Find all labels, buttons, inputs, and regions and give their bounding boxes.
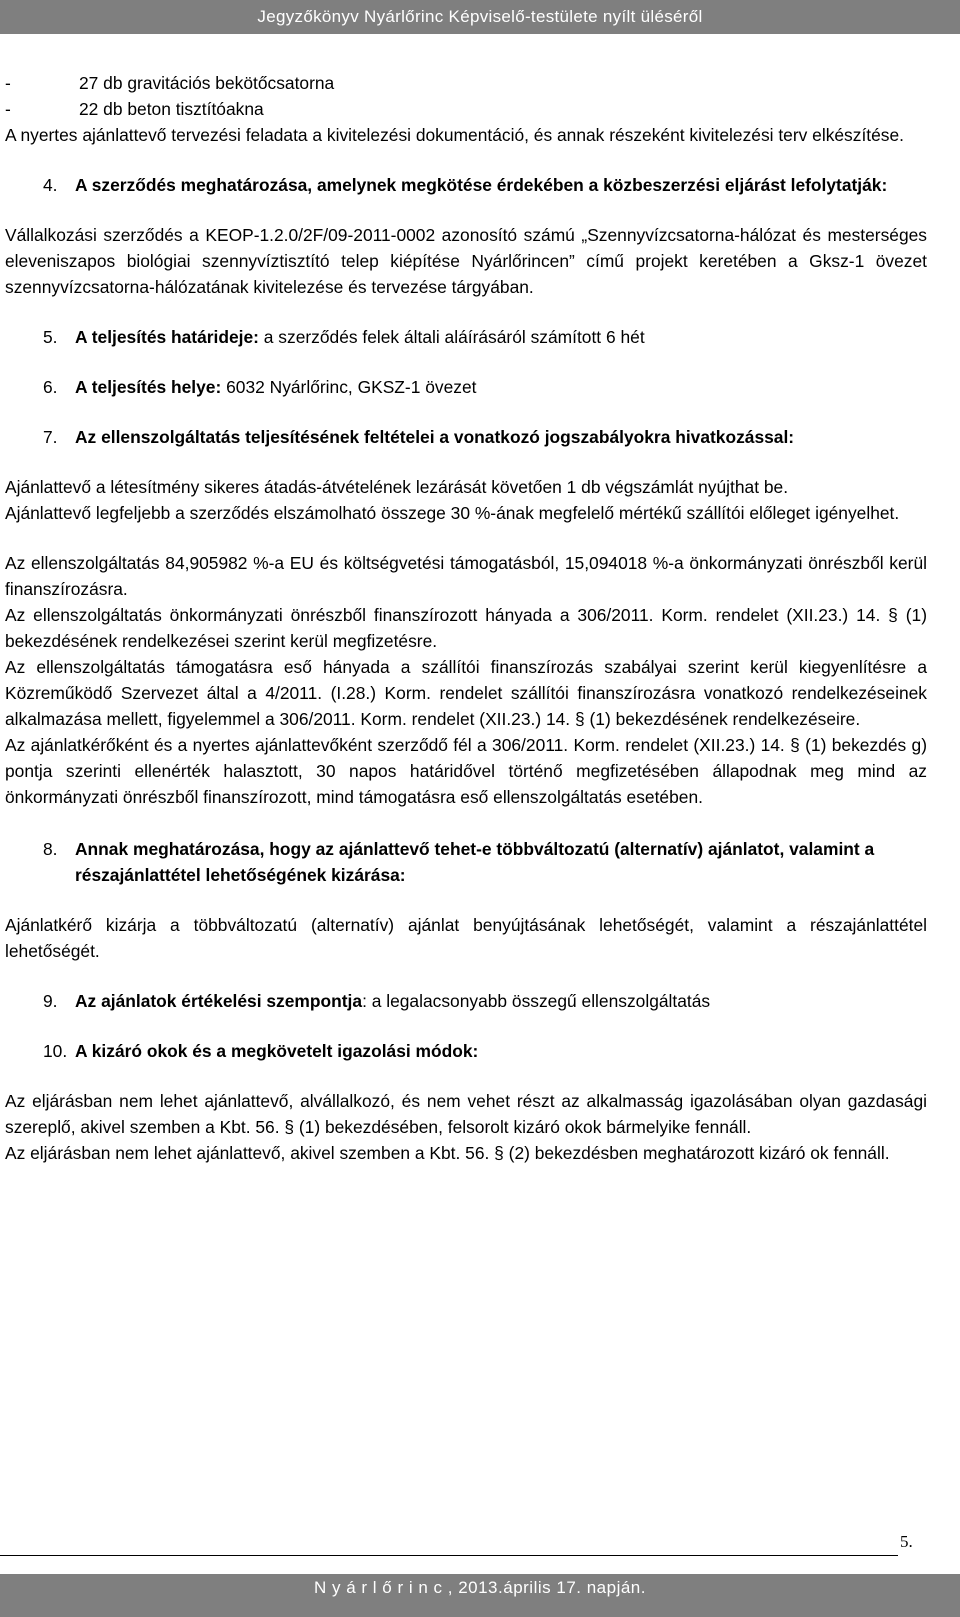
header-title: Jegyzőkönyv Nyárlőrinc Képviselő-testülete nyílt üléséről [257,7,703,26]
paragraph: Vállalkozási szerződés a KEOP-1.2.0/2F/09-2011-0002 azonosító számú „Szennyvízcsatorna-hálózat és mesterséges eleveniszapos biológiai szennyvíztisztító telep kiépítése Nyárlőrincen” című projekt keretében a Gksz-1 övezet szennyvízcsatorna-hálózatának kivitelezése és tervezése tárgyában. [5,225,927,297]
list-item [5,96,927,122]
list-item-text: 22 db beton tisztítóakna [79,99,264,119]
document-footer [0,1574,960,1617]
section-5 [5,324,927,350]
section-number: 4. [43,175,58,195]
list-item-text: 27 db gravitációs bekötőcsatorna [79,73,335,93]
section-6 [5,374,927,400]
paragraph: Az ellenszolgáltatás 84,905982 %-a EU és költségvetési támogatásból, 15,094018 %-a önkormányzati önrészből kerül finanszírozásra. [5,553,927,599]
dash-marker: - [5,99,11,119]
section-text: a szerződés felek általi aláírásáról számított 6 hét [258,327,645,347]
section-text: : a legalacsonyabb összegű ellenszolgáltatás [362,991,711,1011]
paragraph: Az eljárásban nem lehet ajánlattevő, alvállalkozó, és nem vehet részt az alkalmasság igazolásában olyan gazdasági szereplő, akivel szemben a Kbt. 56. § (1) bekezdésében, felsorolt kizáró okok bármelyike fennáll. [5,1091,927,1137]
paragraph: Az ellenszolgáltatás önkormányzati önrészből finanszírozott hányada a 306/2011. Korm. rendelet (XII.23.) 14. § (1) bekezdésének rendelkezései szerint kerül megfizetésre. [5,605,927,651]
section-title: Az ellenszolgáltatás teljesítésének feltételei a vonatkozó jogszabályokra hivatkozással: [75,427,795,447]
document-header [0,0,960,34]
section-7 [5,424,927,450]
section-number: 6. [43,377,58,397]
section-10 [5,1038,927,1064]
list-item [5,70,927,96]
section-title: Az ajánlatok értékelési szempontja [75,991,363,1011]
section-9 [5,988,927,1014]
footer-text: N y á r l ő r i n c , 2013.április 17. napján. [314,1578,646,1597]
section-number: 7. [43,427,58,447]
section-text: 6032 Nyárlőrinc, GKSZ-1 övezet [221,377,477,397]
section-number: 9. [43,991,58,1011]
section-title: A teljesítés helye: [75,377,222,397]
section-title: Annak meghatározása, hogy az ajánlattevő tehet-e többváltozatú (alternatív) ajánlatot, valamint a részajánlattétel lehetőségének kizárása: [75,839,875,885]
dash-marker: - [5,73,11,93]
section-title: A teljesítés határideje: [75,327,259,347]
section-8 [5,836,927,888]
paragraph: Ajánlattevő a létesítmény sikeres átadás-átvételének lezárását követően 1 db végszámlát nyújthat be. [5,477,789,497]
paragraph: Ajánlatkérő kizárja a többváltozatú (alternatív) ajánlat benyújtásának lehetőségét, valamint a részajánlattétel lehetőségét. [5,915,927,961]
paragraph: Az ajánlatkérőként és a nyertes ajánlattevőként szerződő fél a 306/2011. Korm. rendelet (XII.23.) 14. § (1) bekezdés g) pontja szerinti ellenérték halasztott, 30 napos határidővel történő megfizetésében állapodnak meg mind az önkormányzati önrészből finanszírozott, mind támogatásra eső ellenszolgáltatás esetében. [5,735,927,807]
footer-divider [0,1555,898,1556]
paragraph: Az eljárásban nem lehet ajánlattevő, akivel szemben a Kbt. 56. § (2) bekezdésben meghatározott kizáró ok fennáll. [5,1143,890,1163]
document-body [5,70,927,1166]
page-number: 5. [900,1532,913,1551]
section-title: A szerződés meghatározása, amelynek megkötése érdekében a közbeszerzési eljárást lefolytatják: [75,175,888,195]
section-title: A kizáró okok és a megkövetelt igazolási módok: [75,1041,479,1061]
section-4 [5,172,927,198]
section-number: 10. [43,1041,68,1061]
section-number: 8. [43,839,58,859]
section-number: 5. [43,327,58,347]
paragraph: A nyertes ajánlattevő tervezési feladata a kivitelezési dokumentáció, és annak részeként kivitelezési terv elkészítése. [5,125,904,145]
paragraph: Az ellenszolgáltatás támogatásra eső hányada a szállítói finanszírozás szabályai szerint kerül kiegyenlítésre a Közreműködő Szervezet által a 4/2011. (I.28.) Korm. rendelet szállítói finanszírozásra vonatkozó rendelkezéseinek alkalmazása mellett, figyelemmel a 306/2011. Korm. rendelet (XII.23.) 14. § (1) bekezdésének rendelkezéseire. [5,657,927,729]
paragraph: Ajánlattevő legfeljebb a szerződés elszámolható összege 30 %-ának megfelelő mértékű szállítói előleget igényelhet. [5,503,900,523]
